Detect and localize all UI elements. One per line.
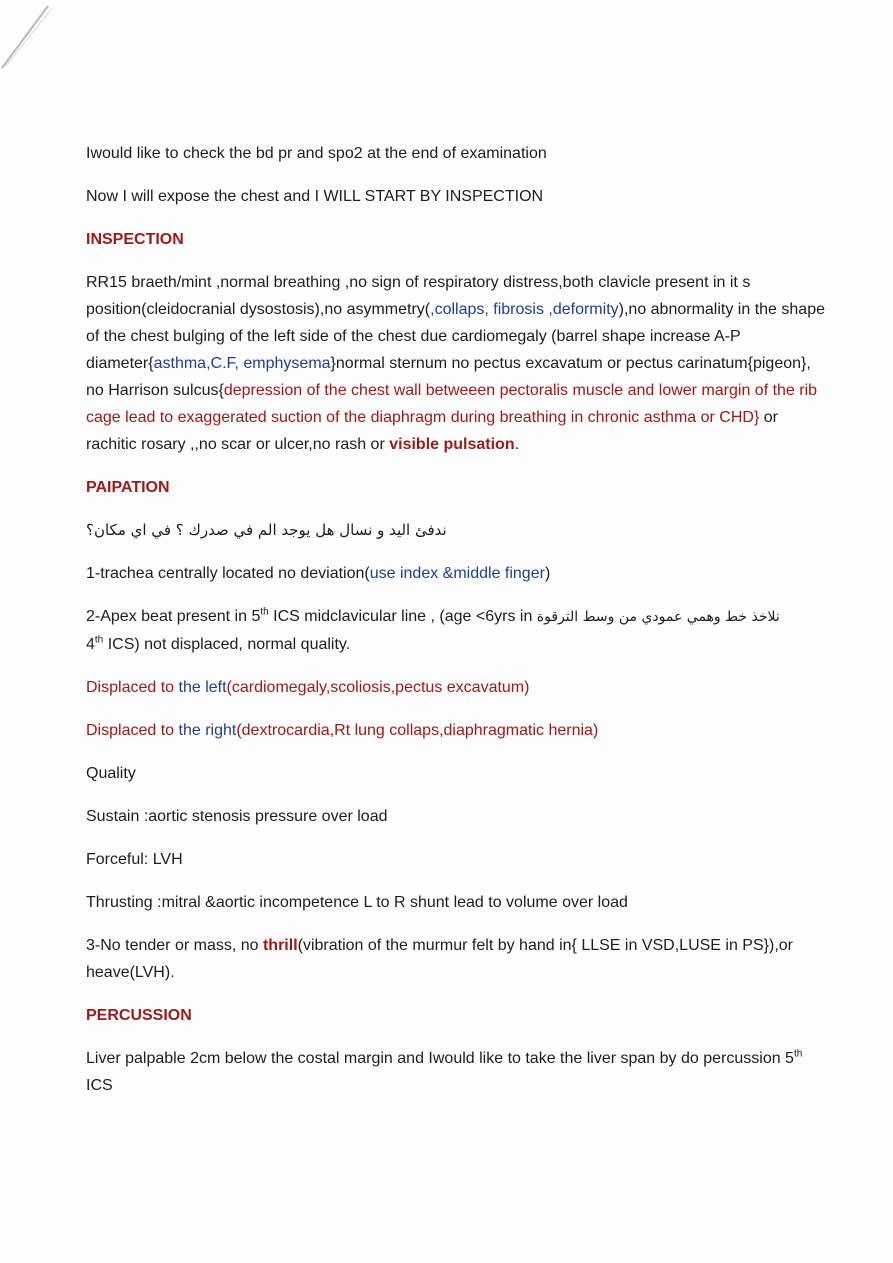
inspection-text-9: . [514,436,520,453]
percussion-text-b: ICS [86,1077,113,1094]
apex-text-a: 2-Apex beat present in 5 [86,608,261,625]
percussion-sup: th [793,1048,803,1060]
inspection-heading: INSPECTION [86,231,184,248]
inspection-text-2: ,collaps, fibrosis ,deformity [430,301,619,318]
tender-text-a: 3-No tender or mass, no [86,937,263,954]
right-text-c: (dextrocardia,Rt lung collaps,diaphragmatic hernia) [236,722,599,739]
displaced-left-line [86,674,831,701]
inspection-text-1: RR15 braeth/mint ,normal breathing ,no sign of respiratory distress,both clavicle present in it s position(cleidocranial dysostosis),no asymmetry( [86,274,751,318]
percussion-paragraph [86,1045,831,1099]
trachea-text-a: 1-trachea centrally located no deviation( [86,565,370,582]
tender-text-b: thrill [262,937,298,954]
apex-text-d: ICS) not displaced, normal quality. [103,636,351,653]
right-text-b: the right [178,722,237,739]
inspection-text-8: visible pulsation [389,436,515,453]
tender-text-c: (vibration of the murmur felt by hand in{ LLSE in VSD,LUSE in PS}),or heave(LVH). [86,937,793,981]
apex-beat-line [86,603,831,658]
percussion-heading: PERCUSSION [86,1007,192,1024]
left-text-c: (cardiomegaly,scoliosis,pectus excavatum) [226,679,530,696]
apex-text-c: 4 [86,636,95,653]
inspection-text-5: }normal sternum no pectus excavatum or pectus carinatum{pigeon}, no Harrison sulcus{ [86,355,811,399]
palpation-arabic-note: ندفئ اليد و نسال هل يوجد الم في صدرك ؟ في اي مكان؟ [86,521,447,539]
inspection-paragraph [86,269,831,458]
trachea-text-c: ) [544,565,551,582]
document-body [86,140,831,1115]
apex-sup-1: th [260,606,269,618]
tender-line [86,932,831,986]
forceful-line: Forceful: LVH [86,851,183,868]
intro-line-2: Now I will expose the chest and I WILL START BY INSPECTION [86,188,544,205]
percussion-text-a: Liver palpable 2cm below the costal margin and Iwould like to take the liver span by do percussion 5 [86,1050,794,1067]
inspection-text-6: depression of the chest wall betweeen pectoralis muscle and lower margin of the rib cage lead to exaggerated suction of the diaphragm during breathing in chronic asthma or CHD} [86,382,818,426]
right-text-a: Displaced to [86,722,179,739]
inspection-text-3: ),no abnormality in the shape of the chest bulging of the left side of the chest due cardiomegaly (barrel shape increase A-P diameter{ [86,301,825,372]
trachea-line [86,560,831,587]
trachea-text-b: use index &middle finger [369,565,545,582]
palpation-heading: PAIPATION [86,479,170,496]
displaced-right-line [86,717,831,744]
left-text-b: the left [178,679,227,696]
apex-text-b: ICS midclavicular line , (age <6yrs in [268,608,537,625]
inspection-text-7: or rachitic rosary ,,no scar or ulcer,no rash or [86,409,778,453]
pen-stroke-mark [0,0,60,80]
left-text-a: Displaced to [86,679,179,696]
intro-line-1: Iwould like to check the bd pr and spo2 at the end of examination [86,145,547,162]
apex-sup-2: th [94,634,104,646]
thrusting-line: Thrusting :mitral &aortic incompetence L to R shunt lead to volume over load [86,894,628,911]
quality-label: Quality [86,765,136,782]
apex-arabic: نلاخذ خط وهمي عمودي من وسط الترقوة [536,609,780,625]
inspection-text-4: asthma,C.F, emphysema [153,355,331,372]
sustain-line: Sustain :aortic stenosis pressure over load [86,808,388,825]
